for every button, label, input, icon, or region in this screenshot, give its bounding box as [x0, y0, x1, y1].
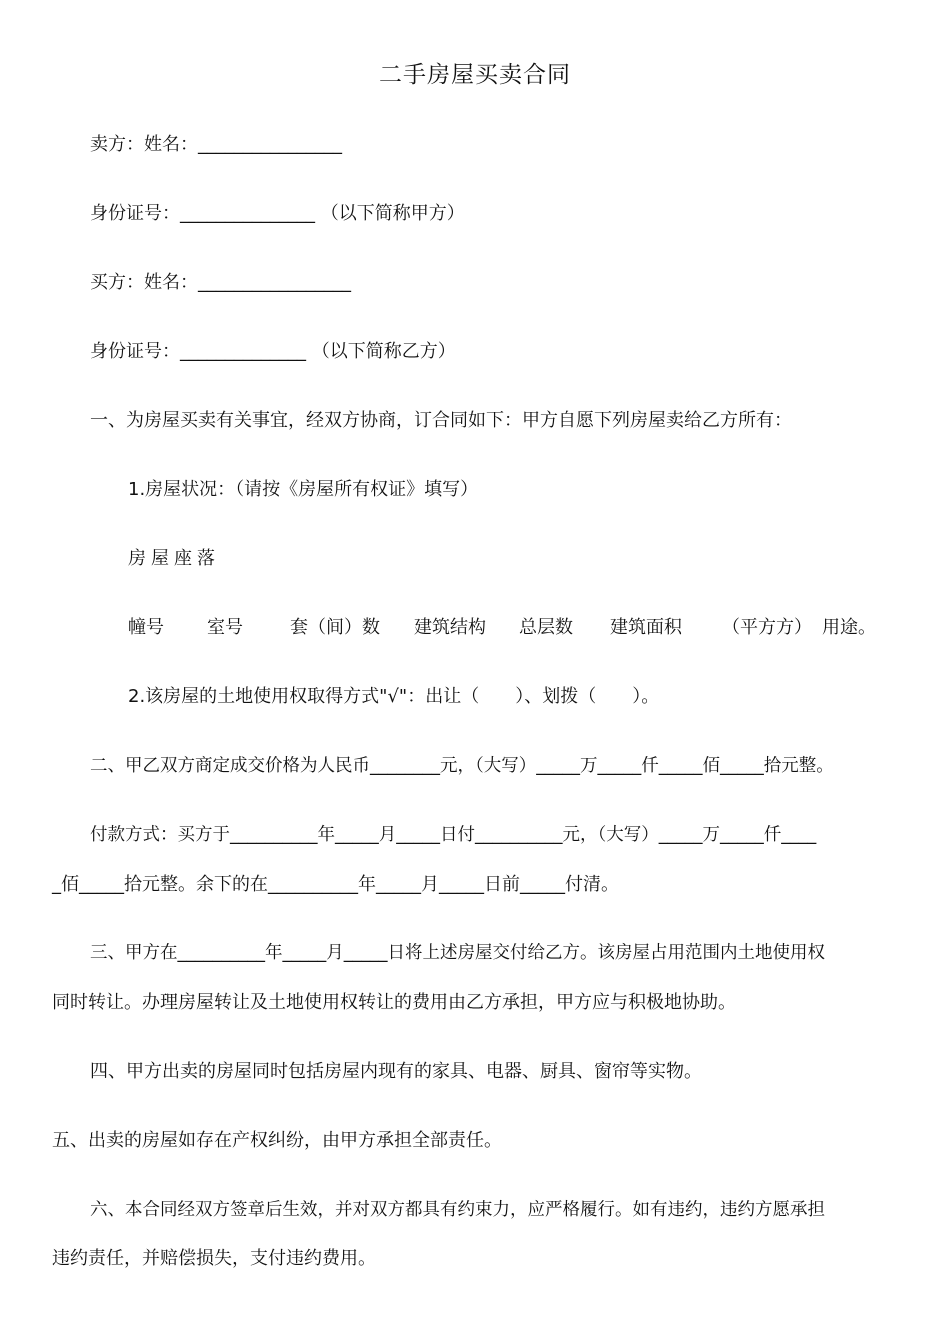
buyer-id-line: 身份证号：______________ （以下简称乙方） — [90, 341, 456, 362]
header-room-no: 室号 — [207, 617, 243, 638]
clause-3-line-1: 三、甲方在__________年_____月_____日将上述房屋交付给乙方。该房屋占用范围内土地使用权 — [90, 943, 825, 963]
payment-line-2: _佰_____拾元整。余下的在__________年_____月_____日前_____付清。 — [52, 874, 619, 895]
header-units: 套（间）数 — [290, 617, 380, 638]
header-floors: 总层数 — [519, 617, 573, 638]
clause-6-line-1: 六、本合同经双方签章后生效，并对双方都具有约束力，应严格履行。如有违约，违约方愿承担 — [90, 1200, 825, 1220]
header-building-no: 幢号 — [128, 617, 164, 638]
header-area: 建筑面积 — [610, 617, 682, 638]
clause-1-intro: 一、为房屋买卖有关事宜，经双方协商，订合同如下：甲方自愿下列房屋卖给乙方所有： — [90, 410, 792, 431]
header-area-unit: （平方方） — [722, 617, 812, 638]
payment-line-1: 付款方式：买方于__________年_____月_____日付__________元，（大写）_____万_____仟____ — [90, 825, 817, 845]
page-title: 二手房屋买卖合同 — [379, 62, 571, 88]
clause-1-item-1: 1.房屋状况：（请按《房屋所有权证》填写） — [128, 479, 479, 500]
seller-name-line: 卖方：姓名：________________ — [90, 134, 342, 155]
clause-3-line-2: 同时转让。办理房屋转让及土地使用权转让的费用由乙方承担，甲方应与积极地协助。 — [52, 992, 736, 1013]
clause-5: 五、出卖的房屋如存在产权纠纷，由甲方承担全部责任。 — [52, 1130, 502, 1151]
clause-6-line-2: 违约责任，并赔偿损失，支付违约费用。 — [52, 1248, 376, 1269]
clause-2-price: 二、甲乙双方商定成交价格为人民币________元，（大写）_____万_____仟_____佰_____拾元整。 — [90, 756, 834, 776]
clause-4: 四、甲方出卖的房屋同时包括房屋内现有的家具、电器、厨具、窗帘等实物。 — [90, 1061, 702, 1082]
seller-id-line: 身份证号：_______________ （以下简称甲方） — [90, 203, 465, 224]
buyer-name-line: 买方：姓名：_________________ — [90, 272, 351, 293]
location-label: 房屋座落 — [128, 548, 220, 569]
clause-1-item-2: 2.该房屋的土地使用权取得方式"√"：出让（ ）、划拨（ ）。 — [128, 686, 660, 707]
header-structure: 建筑结构 — [414, 617, 486, 638]
header-usage: 用途。 — [822, 617, 876, 638]
